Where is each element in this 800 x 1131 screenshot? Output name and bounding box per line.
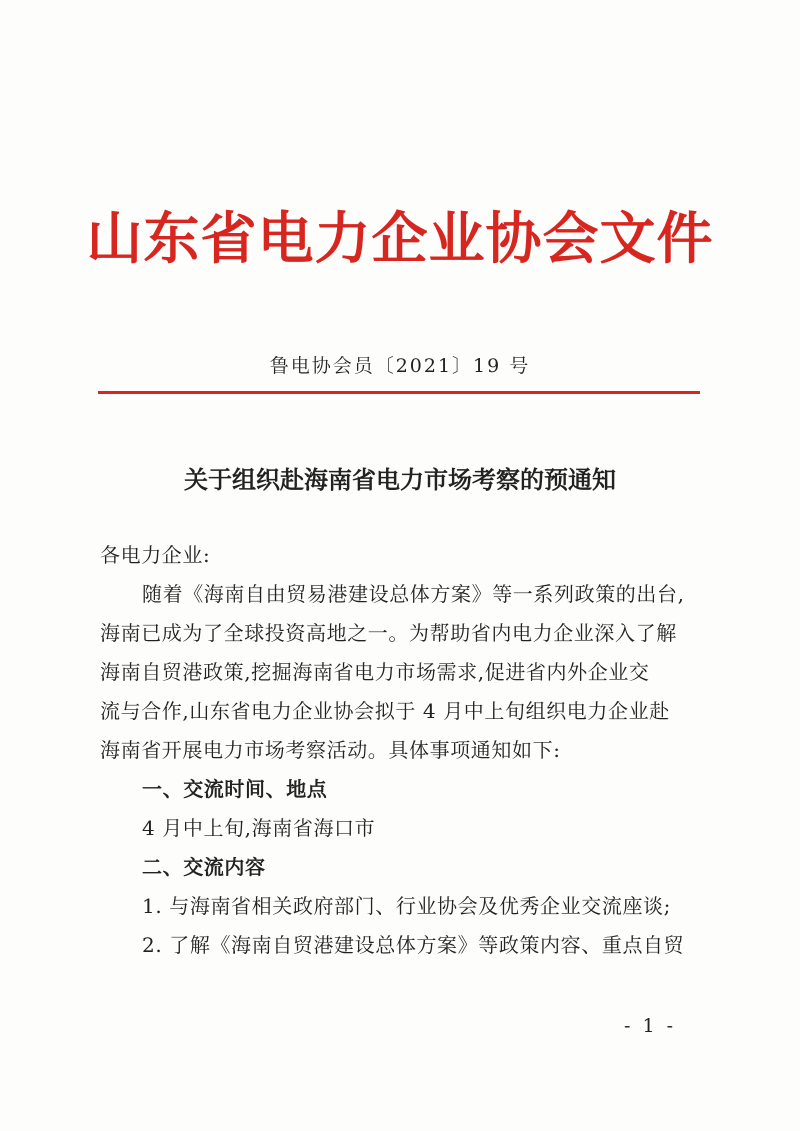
document-number: 鲁电协会员〔2021〕19 号 xyxy=(269,355,531,377)
paragraph-line: 海南自贸港政策,挖掘海南省电力市场需求,促进省内外企业交 xyxy=(100,660,650,684)
section-heading-time-location: 一、交流时间、地点 xyxy=(142,777,328,801)
paragraph-line: 随着《海南自由贸易港建设总体方案》等一系列政策的出台, xyxy=(142,582,685,606)
paragraph-line: 海南已成为了全球投资高地之一。为帮助省内电力企业深入了解 xyxy=(100,621,677,645)
paragraph-line: 流与合作,山东省电力企业协会拟于 4 月中上旬组织电力企业赴 xyxy=(100,699,670,723)
notice-title: 关于组织赴海南省电力市场考察的预通知 xyxy=(184,465,616,494)
notice-body xyxy=(100,536,700,965)
section-text-time-location: 4 月中上旬,海南省海口市 xyxy=(142,816,376,840)
paragraph-line: 海南省开展电力市场考察活动。具体事项通知如下: xyxy=(100,738,561,762)
list-item: 2. 了解《海南自贸港建设总体方案》等政策内容、重点自贸 xyxy=(142,933,685,957)
red-divider-line xyxy=(98,391,700,394)
list-item: 1. 与海南省相关政府部门、行业协会及优秀企业交流座谈; xyxy=(142,894,671,918)
section-heading-content: 二、交流内容 xyxy=(142,855,266,879)
page-number: - 1 - xyxy=(624,1015,677,1037)
salutation: 各电力企业: xyxy=(100,543,211,567)
masthead-title: 山东省电力企业协会文件 xyxy=(86,207,714,272)
